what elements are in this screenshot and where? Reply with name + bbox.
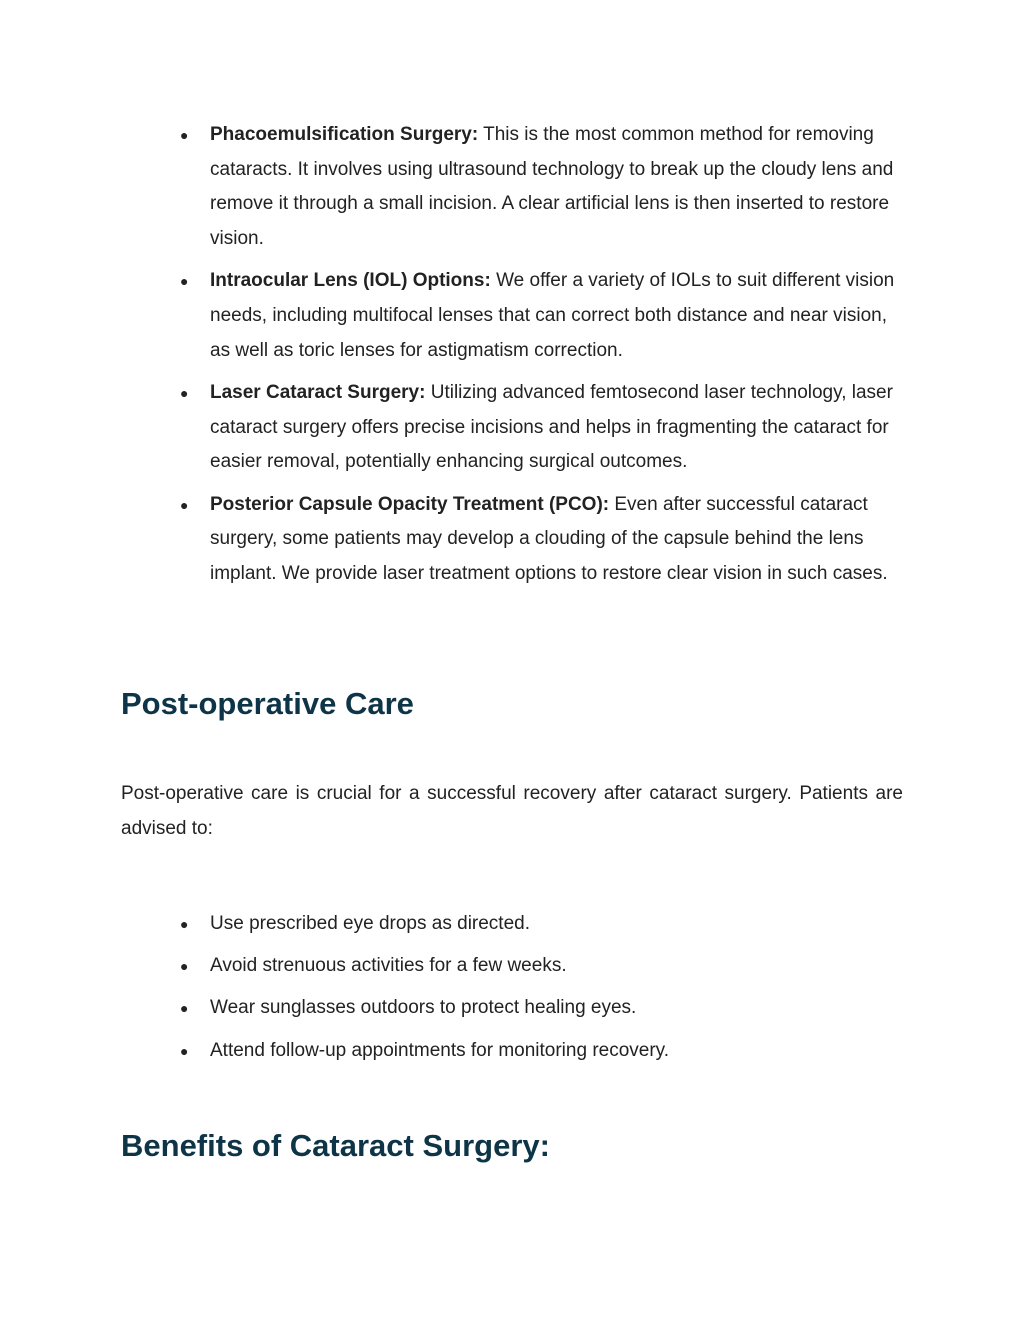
list-item: [180, 991, 910, 1026]
item-text: We offer a variety of IOLs to suit different vision needs, including multifocal lenses that can correct both distance and near vision, as well as toric lenses for astigmatism correction.: [210, 270, 895, 361]
item-text: Even after successful cataract surgery, some patients may develop a clouding of the capsule behind the lens implant. We provide laser treatment options to restore clear vision in such cases.: [210, 493, 888, 584]
item-text: Avoid strenuous activities for a few weeks.: [210, 955, 567, 977]
item-text: Wear sunglasses outdoors to protect healing eyes.: [210, 997, 637, 1019]
list-item: [180, 118, 910, 257]
bullet-icon: ●: [180, 958, 189, 975]
list-item: [180, 907, 910, 942]
bullet-icon: ●: [180, 384, 189, 401]
bullet-icon: ●: [180, 916, 189, 932]
list-item: [180, 1034, 910, 1069]
list-item: [180, 488, 910, 592]
item-lead: Posterior Capsule Opacity Treatment (PCO):: [210, 493, 610, 515]
post-op-care-list: [180, 907, 910, 1076]
section-heading-post-operative-care: Post-operative Care: [121, 686, 414, 721]
bullet-icon: ●: [180, 273, 189, 290]
item-text: Utilizing advanced femtosecond laser technology, laser cataract surgery offers precise incisions and helps in fragmenting the cataract for easier removal, potentially enhancing surgical outcomes.: [210, 381, 893, 473]
item-lead: Phacoemulsification Surgery:: [210, 124, 479, 145]
bullet-icon: ●: [180, 127, 189, 143]
list-item: [180, 376, 910, 480]
section-heading-benefits: Benefits of Cataract Surgery:: [121, 1128, 550, 1163]
list-item: [180, 949, 910, 984]
item-text: Attend follow-up appointments for monitoring recovery.: [210, 1039, 670, 1061]
bullet-icon: ●: [180, 1042, 189, 1059]
item-lead: Intraocular Lens (IOL) Options:: [210, 270, 491, 292]
list-item: [180, 264, 910, 368]
item-lead: Laser Cataract Surgery:: [210, 381, 426, 403]
item-text: This is the most common method for removing cataracts. It involves using ultrasound technology to break up the cloudy lens and remove it through a small incision. A clear artificial lens is then inserted to restore vision.: [210, 124, 894, 250]
bullet-icon: ●: [180, 1000, 189, 1017]
post-op-intro-paragraph: Post-operative care is crucial for a successful recovery after cataract surgery. Patients are advised to:: [121, 783, 903, 839]
treatment-options-list: [180, 118, 910, 599]
bullet-icon: ●: [180, 496, 189, 513]
item-text: Use prescribed eye drops as directed.: [210, 913, 530, 934]
